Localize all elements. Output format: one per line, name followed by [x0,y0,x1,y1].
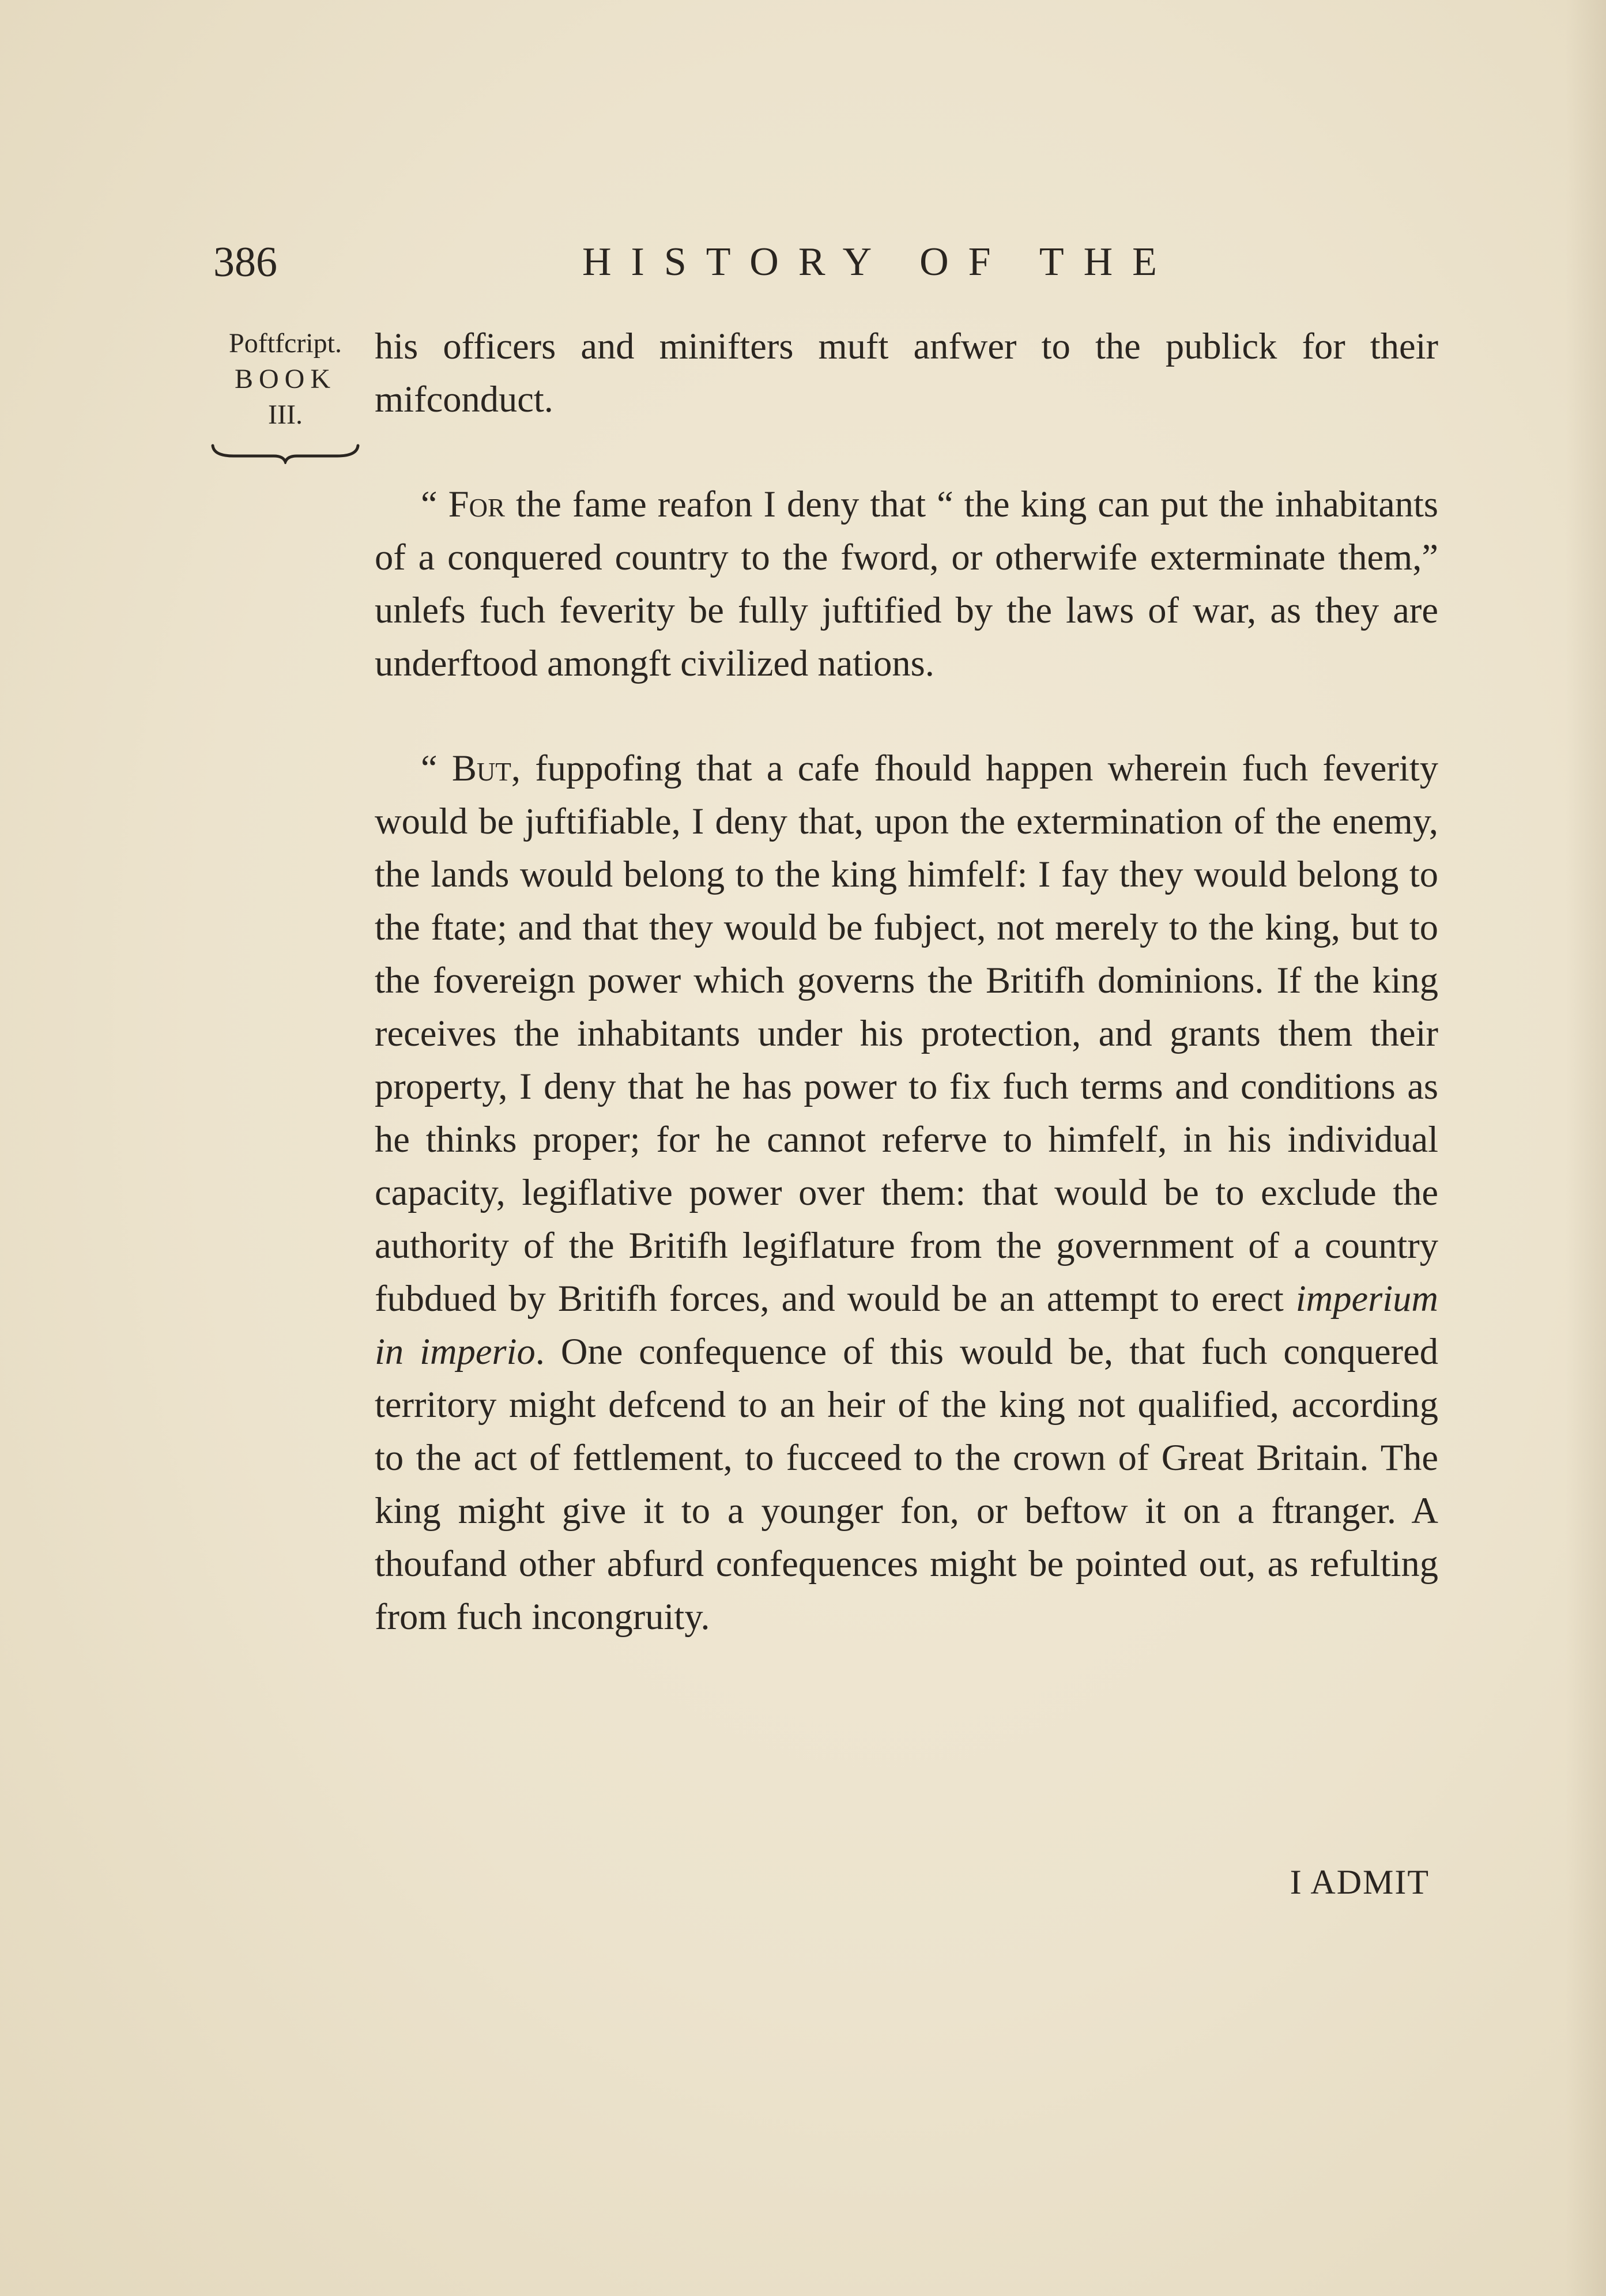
latin-phrase: imperium in imperio [375,1278,1438,1372]
paragraph-for-the-same-reason [375,478,1438,690]
paragraph-2-text: the fame reafon I deny that “ the king can put the inhabitants of a conquered country to the fword, or otherwife exterminate them,” unlefs fuch feverity be fully juftified by the laws of war, as they are underftood amongft civilized nations. [375,484,1438,684]
catchword: I ADMIT [1290,1863,1430,1901]
running-title: HISTORY OF THE [582,240,1177,284]
page-header [213,231,1435,294]
brace-ornament-icon [210,441,360,464]
paragraph-3-text-part-2: . One confequence of this would be, that fuch conquered territory might defcend to an heir of the king not qualified, according to the act of fettlement, to fucceed to the crown of Great Britain. The king might give it to a younger fon, or beftow it on a ftranger. A thoufand other abfurd confequences might be pointed out, as refulting from fuch incongruity. [375,1331,1438,1637]
opening-quote: “ [421,484,448,525]
paragraph-2-lead-word: For [448,484,506,525]
paragraph-1-text: his officers and minifters muft anfwer to the publick for their mifconduct. [375,326,1438,420]
paragraph-3-text-part-1: , fuppofing that a cafe fhould happen wherein fuch feverity would be juftifiable, I deny that, upon the extermination of the enemy, the lands would belong to the king himfelf: I fay they would belong to the ftate; and that they would be fubject, not merely to the king, but to the fovereign power which governs the Britifh dominions. If the king receives the inhabitants under his protection, and grants them their property, I deny that he has power to fix fuch terms and conditions as he thinks proper; for he cannot referve to himfelf, in his individual capacity, legiflative power over them: that would be to exclude the authority of the Britifh legiflature from the government of a country fubdued by Britifh forces, and would be an attempt to erect [375,748,1438,1319]
margin-label-volume: III. [268,399,303,430]
page-edge-shadow [1566,0,1606,2296]
paragraph-continuation [375,320,1438,426]
margin-label-book: BOOK [234,364,336,394]
body-text [375,320,1438,1643]
paragraph-but-supposing [375,742,1438,1643]
margin-label-postscript: Poftfcript. [229,328,342,359]
paragraph-3-lead-word: But [451,748,511,789]
margin-note [208,326,363,464]
opening-quote: “ [421,748,452,789]
page-number: 386 [213,239,277,286]
